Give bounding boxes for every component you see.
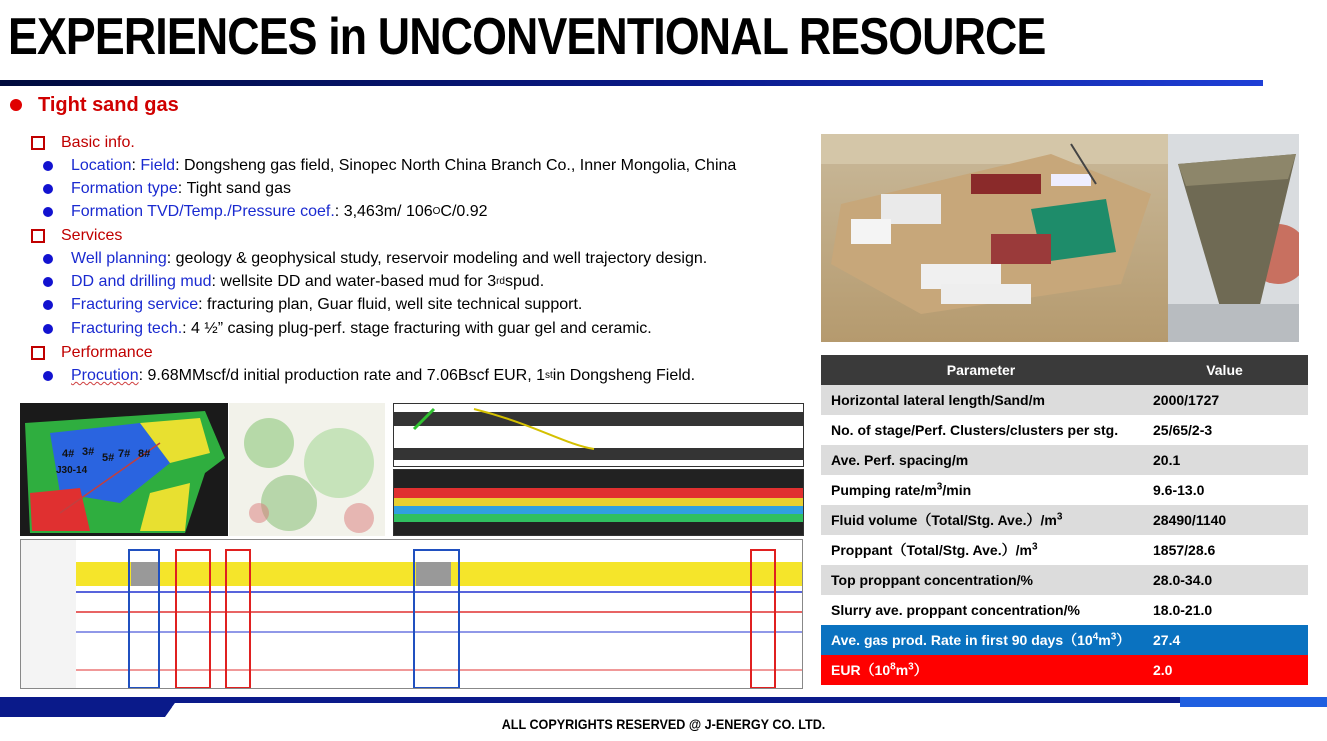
well-label: 3# (82, 446, 95, 458)
well-label: 4# (62, 448, 75, 460)
formation-type-item: Formation type : Tight sand gas (43, 178, 291, 200)
dd-drilling-item: DD and drilling mud : wellsite DD and water-based mud for 3 rd spud. (43, 271, 544, 293)
footer-bar (0, 697, 1327, 717)
table-row: Fluid volume（Total/Stg. $Ave.)/m^3$ 28490/1140 (821, 505, 1308, 535)
table-row: Proppant（Total/Stg. $Ave.)/m^3$ 1857/28.6 (821, 535, 1308, 565)
table-row-highlight-blue: Ave. gas prod. Rate in first 90 $days(10^4m^3)$ 27.4 (821, 625, 1308, 655)
geological-map (229, 403, 385, 536)
table-header-value: Value (1141, 355, 1308, 385)
parameter-table (821, 355, 1308, 685)
frac-tech-item: Fracturing tech. : 4 ½” casing plug-perf. stage fracturing with guar gel and ceramic. (43, 318, 652, 340)
wellsite-aerial-photo (821, 134, 1168, 342)
performance-header: Performance (31, 342, 153, 364)
section-heading (10, 92, 179, 118)
proppant-sample-photo (1168, 134, 1299, 342)
blue-bullet-icon (43, 184, 53, 194)
well-planning-item: Well planning : geology & geophysical study, reservoir modeling and well trajectory design. (43, 248, 707, 270)
location-item: Location : Field : Dongsheng gas field, Sinopec North China Branch Co., Inner Mongolia, China (43, 155, 736, 177)
well-label: 7# (118, 448, 131, 460)
seismic-trajectory-panel (393, 403, 804, 467)
blue-bullet-icon (43, 324, 53, 334)
red-bullet-icon (10, 99, 22, 111)
well-label: 8# (138, 448, 151, 460)
blue-bullet-icon (43, 300, 53, 310)
well-log-panel (20, 539, 803, 689)
table-row: Top proppant concentration/% 28.0-34.0 (821, 565, 1308, 595)
frac-service-item: Fracturing service : fracturing plan, Guar fluid, well site technical support. (43, 294, 582, 316)
blue-bullet-icon (43, 371, 53, 381)
table-row: Pumping rate/$m^3/\min$ 9.6-13.0 (821, 475, 1308, 505)
seismic-section-panel (393, 469, 804, 536)
blue-bullet-icon (43, 161, 53, 171)
basic-info-header: Basic info. (31, 132, 135, 154)
blue-bullet-icon (43, 277, 53, 287)
blue-bullet-icon (43, 207, 53, 217)
square-bullet-icon (31, 346, 45, 360)
blue-bullet-icon (43, 254, 53, 264)
square-bullet-icon (31, 229, 45, 243)
table-row: Slurry ave. proppant concentration/% 18.0-21.0 (821, 595, 1308, 625)
title-underline (0, 80, 1263, 86)
table-row: No. of stage/Perf. Clusters/clusters per stg. 25/65/2-3 (821, 415, 1308, 445)
table-row-highlight-red: $EUR(10^8m^3)$ 2.0 (821, 655, 1308, 685)
procution-item: Procution : 9.68MMscf/d initial production rate and 7.06Bscf EUR, 1 st in Dongsheng Field. (43, 365, 695, 387)
square-bullet-icon (31, 136, 45, 150)
section-title: Tight sand gas (38, 93, 179, 116)
table-header-parameter: Parameter (821, 355, 1141, 385)
well-label: 5# (102, 452, 115, 464)
table-row: Ave. Perf. spacing/m 20.1 (821, 445, 1308, 475)
formation-tvd-item: Formation TVD/Temp./Pressure coef. : 3,463m/ 106 O C/0.92 (43, 201, 488, 223)
page-title: EXPERIENCES in UNCONVENTIONAL RESOURCE (8, 8, 1046, 66)
well-label: J30-14 (56, 465, 88, 476)
services-header: Services (31, 225, 122, 247)
copyright-footer: ALL COPYRIGHTS RESERVED @ J-ENERGY CO. LTD. (501, 716, 826, 732)
reservoir-3d-map (20, 403, 228, 536)
table-row: Horizontal lateral length/Sand/m 2000/1727 (821, 385, 1308, 415)
